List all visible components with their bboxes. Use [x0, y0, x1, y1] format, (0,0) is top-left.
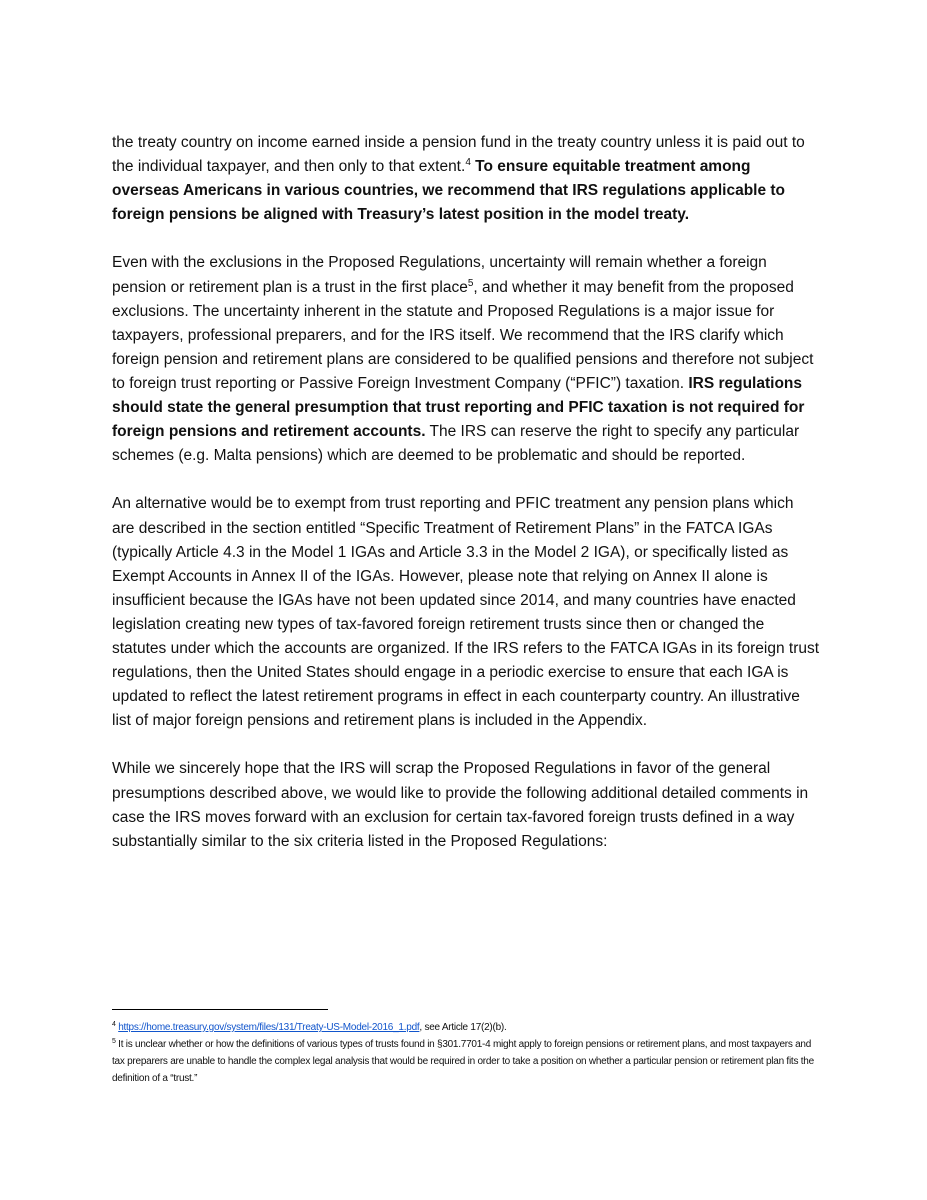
paragraph-treaty-alignment	[112, 131, 820, 227]
recommendation-bold: IRS regulations should state the general presumption that trust reporting and PFIC taxation is not required for foreign pensions and retirement accounts.	[112, 374, 805, 441]
footnote-marker: 5	[112, 1038, 116, 1045]
footnote-text: , see Article 17(2)(b).	[419, 1022, 507, 1033]
paragraph-text: An alternative would be to exempt from trust reporting and PFIC treatment any pension plans which are described in the section entitled “Specific Treatment of Retirement Plans” in the FATCA IGAs (typically Article 4.3 in the Model 1 IGAs and Article 3.3 in the Model 2 IGA), or specifically listed as Exempt Accounts in Annex II of the IGAs. However, please note that relying on Annex II alone is insufficient because the IGAs have not been updated since 2014, and many countries have enacted legislation creating new types of tax-favored foreign retirement trusts since then or changed the statutes under which the accounts are organized. If the IRS refers to the FATCA IGAs in its foreign trust regulations, then the United States should engage in a periodic exercise to ensure that each IGA is updated to reflect the latest retirement programs in effect in each counterparty country. An illustrative list of major foreign pensions and retirement plans is included in the Appendix.	[112, 495, 820, 730]
footnote-text: It is unclear whether or how the definitions of various types of trusts found in §301.7701-4 might apply to foreign pensions or retirement plans, and most taxpayers and tax preparers are unable to handle the complex legal analysis that would be required in order to take a position on whether a particular pension or retirement plan fits the definition of a “trust.”	[112, 1039, 814, 1084]
paragraph-text: While we sincerely hope that the IRS will scrap the Proposed Regulations in favor of the general presumptions described above, we would like to provide the following additional detailed comments in case the IRS moves forward with an exclusion for certain tax-favored foreign trusts defined in a way substantially similar to the six criteria listed in the Proposed Regulations:	[112, 760, 809, 850]
body-text	[112, 131, 820, 878]
paragraph-text: , and whether it may benefit from the proposed exclusions. The uncertainty inherent in the statute and Proposed Regulations is a major issue for taxpayers, professional preparers, and for the IRS itself. We recommend that the IRS clarify which foreign pension and retirement plans are considered to be qualified pensions and therefore not subject to foreign trust reporting or Passive Foreign Investment Company (“PFIC”) taxation.	[112, 278, 814, 392]
footnote-5	[112, 1036, 824, 1087]
footnote-marker: 4	[112, 1021, 116, 1028]
paragraph-text: The IRS can reserve the right to specify any particular schemes (e.g. Malta pensions) which are deemed to be problematic and should be reported.	[112, 423, 800, 465]
paragraph-uncertainty	[112, 251, 820, 468]
footnote-4	[112, 1019, 824, 1036]
footnote-ref-4[interactable]: 4	[465, 157, 471, 169]
paragraph-alternative	[112, 492, 820, 733]
paragraph-additional-comments	[112, 757, 820, 853]
recommendation-bold: To ensure equitable treatment among overseas Americans in various countries, we recommend that IRS regulations applicable to foreign pensions be aligned with Treasury’s latest position in the model treaty.	[112, 158, 786, 224]
paragraph-text: Even with the exclusions in the Proposed Regulations, uncertainty will remain whether a foreign pension or retirement plan is a trust in the first place	[112, 254, 767, 296]
footnotes	[112, 1019, 824, 1087]
treaty-model-link[interactable]: https://home.treasury.gov/system/files/131/Treaty-US-Model-2016_1.pdf	[118, 1022, 420, 1033]
footnote-divider	[112, 1009, 328, 1010]
paragraph-text: the treaty country on income earned inside a pension fund in the treaty country unless it is paid out to the individual taxpayer, and then only to that extent.	[112, 134, 805, 176]
footnote-ref-5[interactable]: 5	[467, 277, 474, 289]
